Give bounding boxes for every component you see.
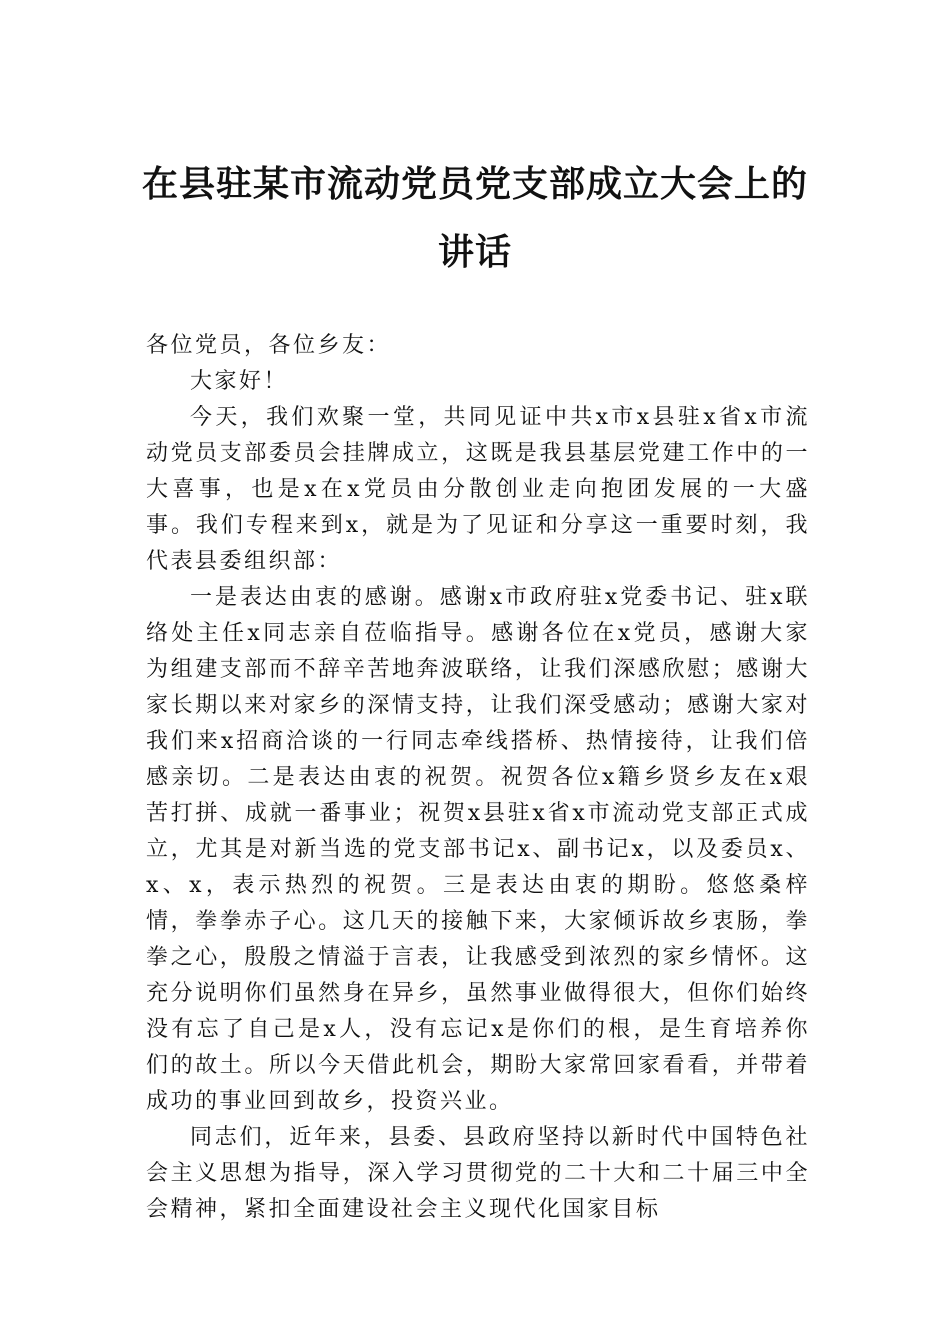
paragraph-greeting: 大家好！ <box>190 369 289 394</box>
document-body <box>146 328 810 1228</box>
paragraph-opening: 今天，我们欢聚一堂，共同见证中共x市x县驻x省x市流动党员支部委员会挂牌成立，这既是我县基层党建工作中的一大喜事，也是x在x党员由分散创业走向抱团发展的一大盛事。我们专程来到x，就是为了见证和分享这一重要时刻，我代表县委组织部： <box>146 405 810 574</box>
document-title: 在县驻某市流动党员党支部成立大会上的讲话 <box>141 163 808 273</box>
paragraph-comrades: 同志们，近年来，县委、县政府坚持以新时代中国特色社会主义思想为指导，深入学习贯彻党的二十大和二十届三中全会精神，紧扣全面建设社会主义现代化国家目标 <box>146 1125 810 1222</box>
paragraph-thanks-congratulations-expectations: 一是表达由衷的感谢。感谢x市政府驻x党委书记、驻x联络处主任x同志亲自莅临指导。感谢各位在x党员，感谢大家为组建支部而不辞辛苦地奔波联络，让我们深感欣慰；感谢大家长期以来对家乡的深情支持，让我们深受感动；感谢大家对我们来x招商洽谈的一行同志牵线搭桥、热情接待，让我们倍感亲切。二是表达由衷的祝贺。祝贺各位x籍乡贤乡友在x艰苦打拼、成就一番事业；祝贺x县驻x省x市流动党支部正式成立，尤其是对新当选的党支部书记x、副书记x，以及委员x、x、x，表示热烈的祝贺。三是表达由衷的期盼。悠悠桑梓情，拳拳赤子心。这几天的接触下来，大家倾诉故乡衷肠，拳拳之心，殷殷之情溢于言表，让我感受到浓烈的家乡情怀。这充分说明你们虽然身在异乡，虽然事业做得很大，但你们始终没有忘了自己是x人，没有忘记x是你们的根，是生育培养你们的故土。所以今天借此机会，期盼大家常回家看看，并带着成功的事业回到故乡，投资兴业。 <box>146 585 810 1114</box>
salutation: 各位党员，各位乡友： <box>146 333 392 358</box>
